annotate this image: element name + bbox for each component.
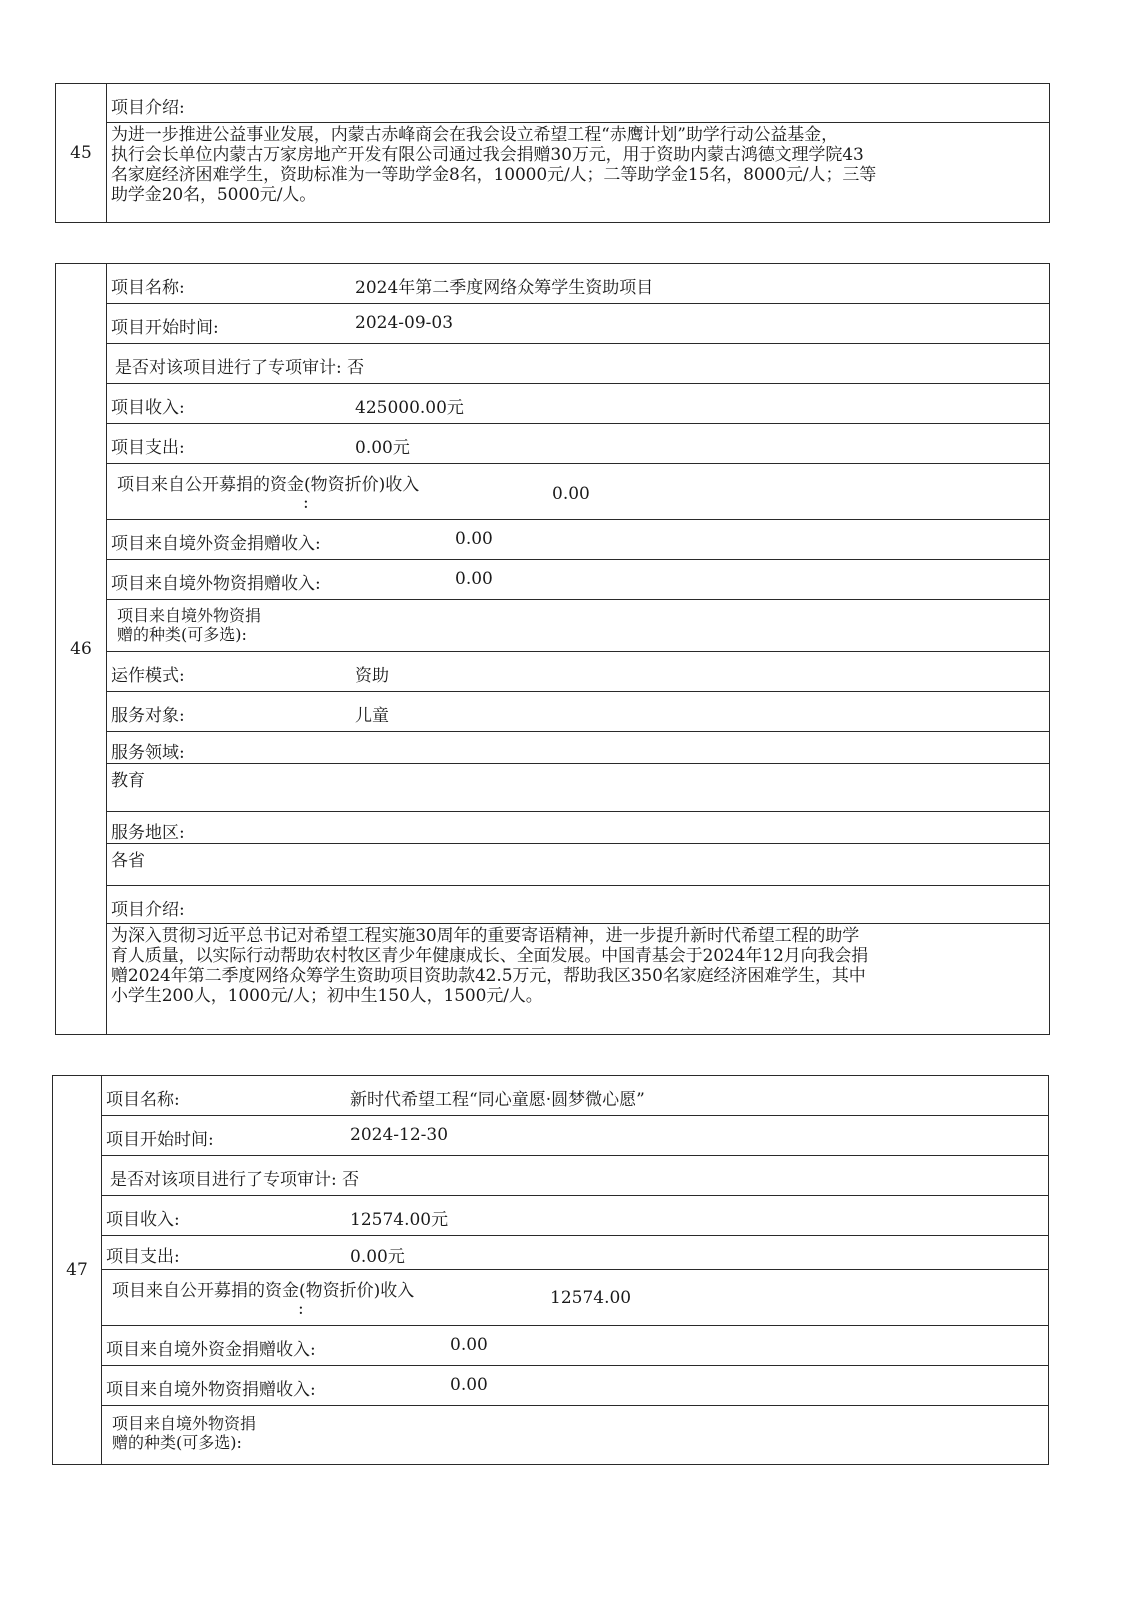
public-colon: : (298, 1299, 304, 1319)
foreign-cash-row (107, 520, 1049, 560)
name-row (102, 1076, 1048, 1116)
foreign-type-row (107, 600, 1049, 652)
public-value: 0.00 (552, 484, 590, 504)
start-value: 2024-12-30 (350, 1125, 449, 1145)
target-label: 服务对象: (111, 706, 185, 726)
expense-label: 项目支出: (106, 1247, 180, 1267)
income-label: 项目收入: (111, 398, 185, 418)
audit-row (102, 1156, 1048, 1196)
name-row (107, 264, 1049, 304)
foreign-type-row (102, 1406, 1048, 1462)
project-number: 45 (56, 84, 107, 222)
income-row (107, 384, 1049, 424)
foreign-type-label-line1: 项目来自境外物资捐 (117, 606, 262, 625)
mode-label: 运作模式: (111, 666, 185, 686)
target-value: 儿童 (355, 706, 389, 726)
project-45-block (55, 83, 1050, 223)
income-row (102, 1196, 1048, 1236)
start-row (102, 1116, 1048, 1156)
project-number: 46 (56, 264, 107, 1034)
foreign-type-label-line2: 赠的种类(可多选): (112, 1433, 242, 1452)
intro-line: 育人质量，以实际行动帮助农村牧区青少年健康成长、全面发展。中国青基会于2024年12月向我会捐 (111, 946, 869, 966)
intro-label: 项目介绍: (111, 900, 185, 920)
region-label-row (107, 812, 1049, 844)
field-label-row (107, 732, 1049, 764)
name-value: 2024年第二季度网络众筹学生资助项目 (355, 278, 654, 298)
intro-line: 为进一步推进公益事业发展，内蒙古赤峰商会在我会设立希望工程“赤鹰计划”助学行动公益基金， (111, 125, 838, 145)
public-label: 项目来自公开募捐的资金(物资折价)收入 (117, 475, 420, 495)
mode-value: 资助 (355, 666, 389, 686)
public-row (102, 1270, 1048, 1326)
public-value: 12574.00 (550, 1288, 632, 1308)
intro-label-row (107, 886, 1049, 924)
income-value: 425000.00元 (355, 398, 464, 418)
start-label: 项目开始时间: (111, 318, 219, 338)
foreign-type-label-line2: 赠的种类(可多选): (117, 625, 247, 644)
name-label: 项目名称: (111, 278, 185, 298)
audit-text: 是否对该项目进行了专项审计: 否 (115, 358, 365, 378)
mode-row (107, 652, 1049, 692)
foreign-cash-label: 项目来自境外资金捐赠收入: (106, 1340, 316, 1360)
project-number: 47 (53, 1076, 102, 1464)
intro-line: 赠2024年第二季度网络众筹学生资助项目资助款42.5万元，帮助我区350名家庭经济困难学生，其中 (111, 966, 866, 986)
intro-text (107, 924, 1049, 1014)
project-47-block (52, 1075, 1049, 1465)
intro-line: 为深入贯彻习近平总书记对希望工程实施30周年的重要寄语精神，进一步提升新时代希望工程的助学 (111, 926, 860, 946)
foreign-type-label (112, 1414, 256, 1452)
foreign-goods-row (102, 1366, 1048, 1406)
foreign-cash-label: 项目来自境外资金捐赠收入: (111, 534, 321, 554)
expense-row (107, 424, 1049, 464)
public-row (107, 464, 1049, 520)
foreign-cash-value: 0.00 (450, 1335, 488, 1355)
intro-line: 名家庭经济困难学生，资助标准为一等助学金8名，10000元/人；二等助学金15名，8000元/人；三等 (111, 165, 877, 185)
project-46-block (55, 263, 1050, 1035)
foreign-goods-label: 项目来自境外物资捐赠收入: (106, 1380, 316, 1400)
income-value: 12574.00元 (350, 1210, 449, 1230)
foreign-goods-value: 0.00 (450, 1375, 488, 1395)
income-label: 项目收入: (106, 1210, 180, 1230)
field-value-row (107, 764, 1049, 812)
name-label: 项目名称: (106, 1090, 180, 1110)
foreign-goods-row (107, 560, 1049, 600)
foreign-type-label-line1: 项目来自境外物资捐 (112, 1414, 257, 1433)
expense-label: 项目支出: (111, 438, 185, 458)
region-value: 各省 (111, 851, 145, 871)
intro-line: 执行会长单位内蒙古万家房地产开发有限公司通过我会捐赠30万元，用于资助内蒙古鸿德文理学院43 (111, 145, 864, 165)
public-colon: : (303, 493, 309, 513)
start-row (107, 304, 1049, 344)
audit-text: 是否对该项目进行了专项审计: 否 (110, 1170, 360, 1190)
foreign-cash-row (102, 1326, 1048, 1366)
expense-row (102, 1236, 1048, 1270)
intro-line: 助学金20名，5000元/人。 (111, 185, 317, 205)
intro-text (107, 123, 1049, 222)
intro-label-row (107, 84, 1049, 123)
intro-line: 小学生200人，1000元/人；初中生150人，1500元/人。 (111, 986, 543, 1006)
field-value: 教育 (111, 771, 145, 791)
name-value: 新时代希望工程“同心童愿·圆梦微心愿” (350, 1090, 645, 1110)
public-label: 项目来自公开募捐的资金(物资折价)收入 (112, 1281, 415, 1301)
target-row (107, 692, 1049, 732)
intro-label: 项目介绍: (111, 98, 185, 118)
region-value-row (107, 844, 1049, 886)
foreign-goods-label: 项目来自境外物资捐赠收入: (111, 574, 321, 594)
field-label: 服务领域: (111, 743, 185, 763)
expense-value: 0.00元 (355, 438, 410, 458)
start-value: 2024-09-03 (355, 313, 454, 333)
foreign-goods-value: 0.00 (455, 569, 493, 589)
region-label: 服务地区: (111, 823, 185, 843)
start-label: 项目开始时间: (106, 1130, 214, 1150)
audit-row (107, 344, 1049, 384)
foreign-type-label (117, 606, 261, 644)
expense-value: 0.00元 (350, 1247, 405, 1267)
foreign-cash-value: 0.00 (455, 529, 493, 549)
